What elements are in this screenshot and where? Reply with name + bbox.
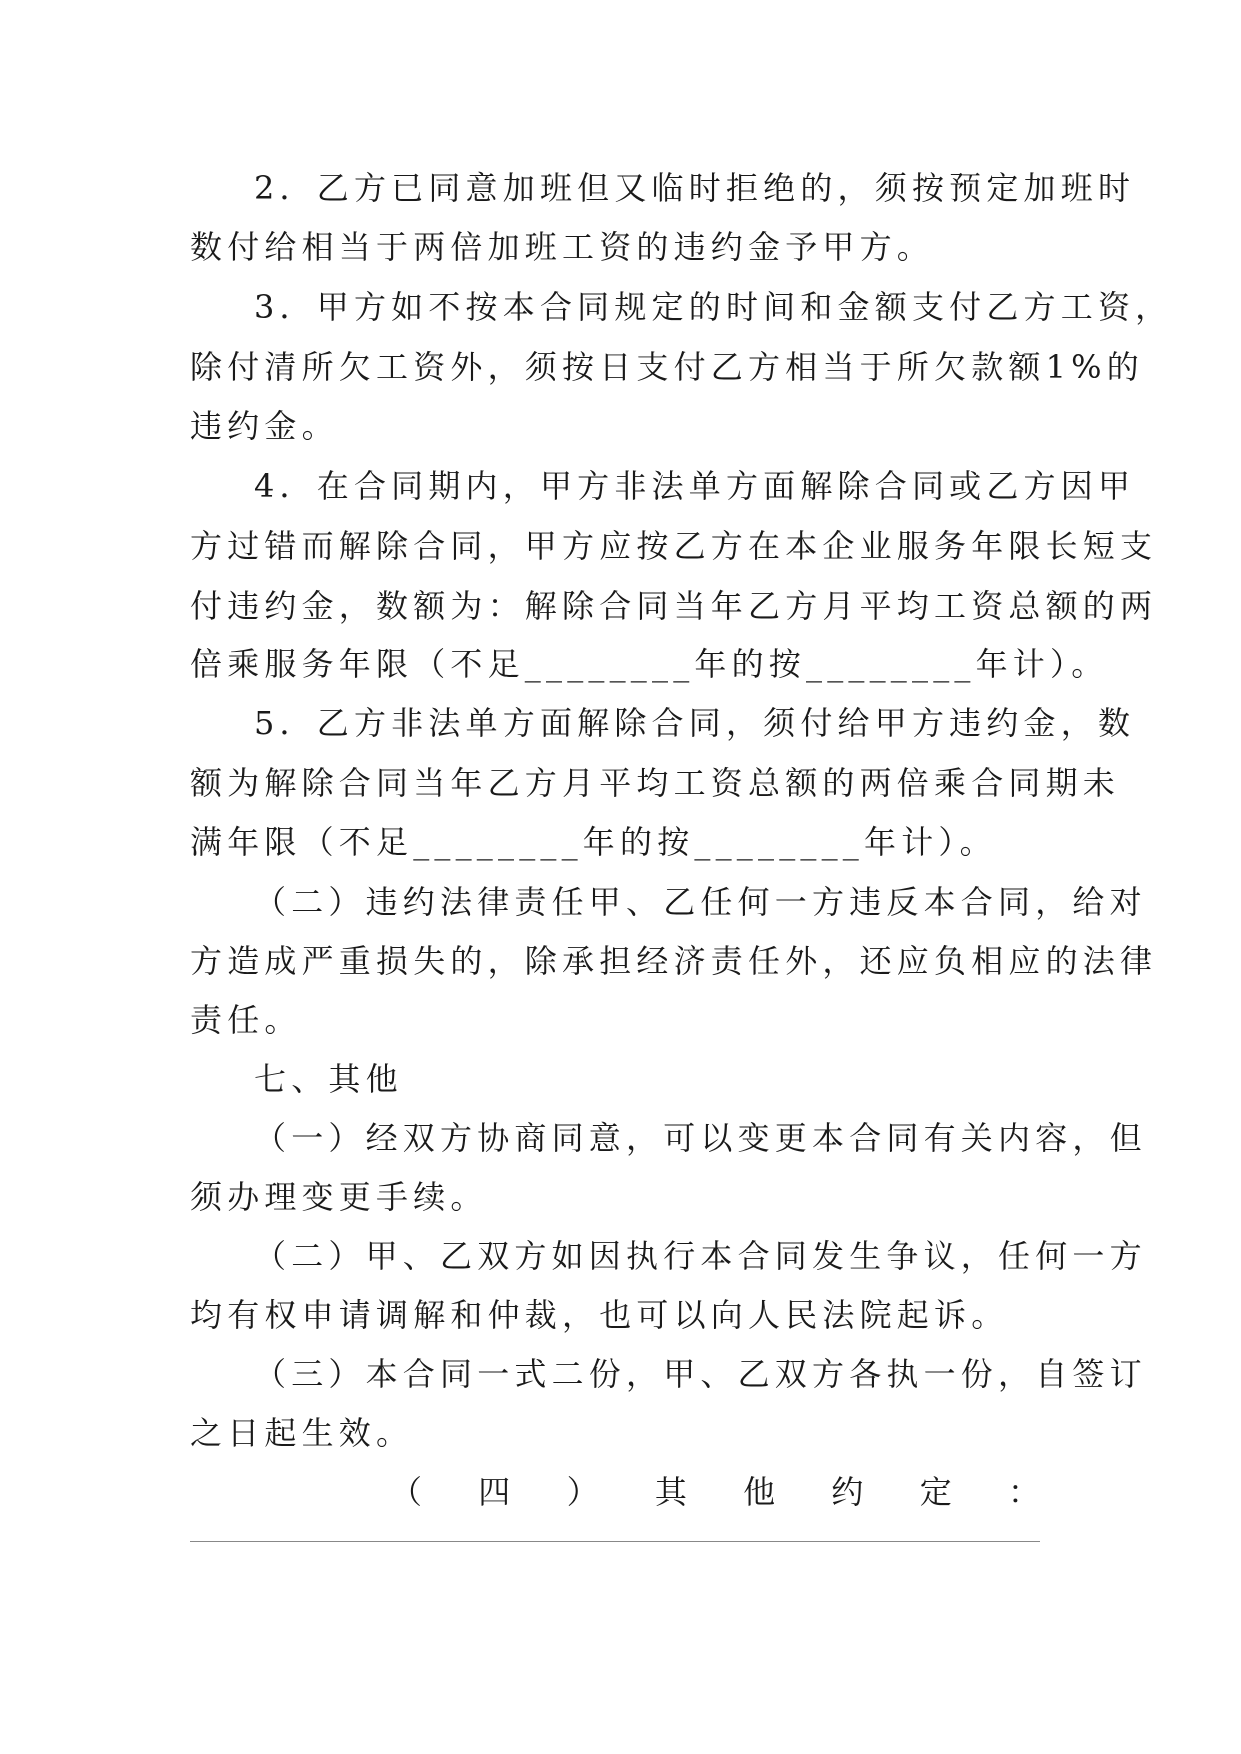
other-agreement-char: 四 [478, 1473, 511, 1511]
fill-in-blank-line [190, 1541, 1040, 1542]
other-agreement-char: 其 [654, 1473, 687, 1511]
para-3-line-1: 3．甲方如不按本合同规定的时间和金额支付乙方工资， [254, 288, 1173, 326]
item-2-line-1: （二）甲、乙双方如因执行本合同发生争议，任何一方 [254, 1237, 1147, 1275]
para-2-line-1: 2．乙方已同意加班但又临时拒绝的，须按预定加班时 [254, 169, 1136, 207]
other-agreement-line [390, 1472, 1040, 1512]
other-agreement-char: 他 [743, 1473, 776, 1511]
para-4-line-3: 付违约金，数额为：解除合同当年乙方月平均工资总额的两 [190, 587, 1158, 625]
item-3-line-1: （三）本合同一式二份，甲、乙双方各执一份，自签订 [254, 1355, 1147, 1393]
liability-line-1: （二）违约法律责任甲、乙任何一方违反本合同，给对 [254, 883, 1147, 921]
para-3-line-3: 违约金。 [190, 407, 339, 445]
para-4-line-2: 方过错而解除合同，甲方应按乙方在本企业服务年限长短支 [190, 527, 1158, 565]
para-5-line-3: 满年限（不足________年的按________年计）。 [190, 823, 997, 861]
other-agreement-char: ： [1007, 1473, 1040, 1511]
para-5-line-2: 额为解除合同当年乙方月平均工资总额的两倍乘合同期未 [190, 764, 1121, 802]
item-1-line-1: （一）经双方协商同意，可以变更本合同有关内容，但 [254, 1119, 1147, 1157]
para-4-line-1: 4．在合同期内，甲方非法单方面解除合同或乙方因甲 [254, 467, 1136, 505]
para-3-line-2: 除付清所欠工资外，须按日支付乙方相当于所欠款额1%的 [190, 348, 1144, 386]
other-agreement-char: 定 [919, 1473, 952, 1511]
item-3-line-2: 之日起生效。 [190, 1414, 414, 1452]
other-agreement-char: 约 [831, 1473, 864, 1511]
other-agreement-char: ） [566, 1473, 599, 1511]
item-1-line-2: 须办理变更手续。 [190, 1178, 488, 1216]
liability-line-2: 方造成严重损失的，除承担经济责任外，还应负相应的法律 [190, 942, 1158, 980]
para-4-line-4: 倍乘服务年限（不足________年的按________年计）。 [190, 645, 1109, 683]
para-2-line-2: 数付给相当于两倍加班工资的违约金予甲方。 [190, 228, 935, 266]
other-agreement-char: （ [390, 1473, 423, 1511]
item-2-line-2: 均有权申请调解和仲裁，也可以向人民法院起诉。 [190, 1296, 1009, 1334]
section-7-heading: 七、其他 [254, 1060, 403, 1098]
liability-line-3: 责任。 [190, 1001, 302, 1039]
para-5-line-1: 5．乙方非法单方面解除合同，须付给甲方违约金，数 [254, 704, 1136, 742]
